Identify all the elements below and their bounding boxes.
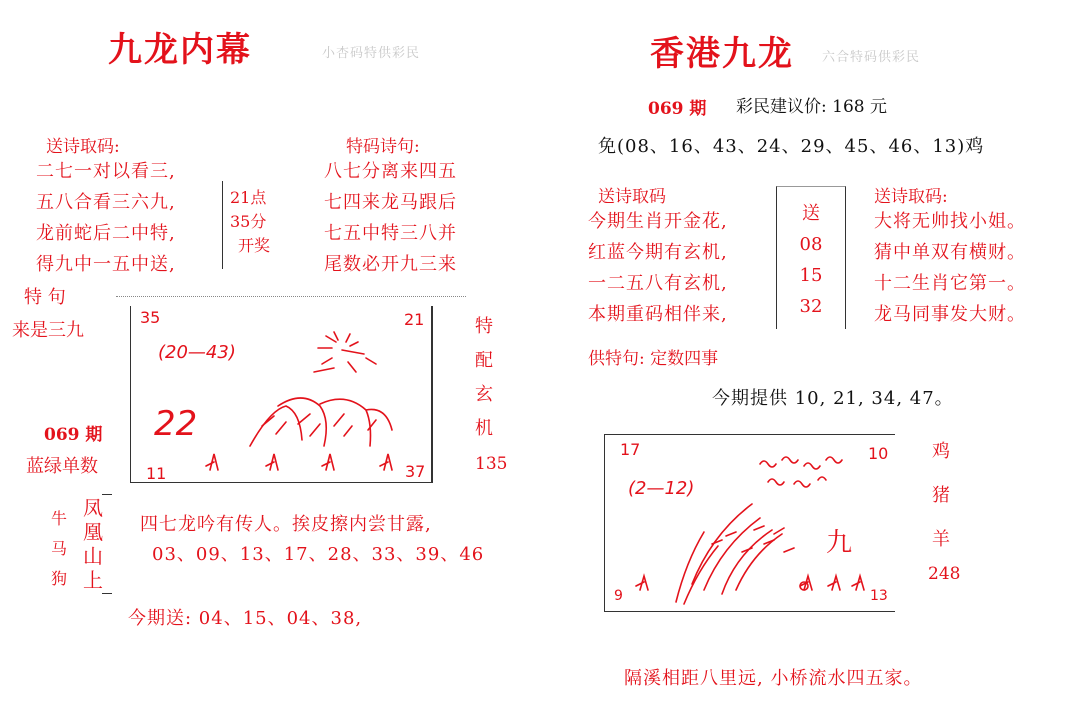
animal-label: 狗	[50, 569, 67, 588]
animals-list	[48, 504, 70, 594]
poem-line: 七五中特三八并	[324, 223, 457, 244]
time-draw: 开奖	[238, 236, 271, 255]
vertical-char: 配	[475, 350, 493, 371]
poem-line: 二七一对以看三,	[36, 161, 176, 182]
send-number: 32	[799, 296, 823, 317]
right-poem-right	[874, 206, 1026, 330]
color-hint: 蓝绿单数	[26, 456, 98, 477]
closing-verse: 隔溪相距八里远, 小桥流水四五家。	[624, 668, 923, 689]
time-box	[230, 186, 270, 258]
poem-line: 本期重码相伴来,	[588, 304, 728, 325]
right-subtitle: 六合特码供彩民	[822, 50, 921, 65]
drawing-corner-bl: 11	[146, 464, 167, 483]
send-label: 送	[802, 203, 820, 224]
right-issue: 069 期	[648, 99, 707, 119]
drawing-char: 九	[826, 528, 853, 558]
send-number: 08	[799, 234, 823, 255]
left-sketch	[130, 306, 430, 482]
special-heading: 特码诗句:	[346, 137, 420, 157]
drawing-corner-tr: 10	[868, 444, 889, 463]
left-title: 九龙内幕	[108, 30, 252, 70]
poem-line: 猜中单双有横财。	[874, 242, 1026, 263]
animal-label: 牛	[50, 509, 67, 528]
left-poem	[36, 156, 176, 280]
vertical-char: 机	[475, 418, 493, 439]
poem-line: 今期生肖开金花,	[588, 211, 728, 232]
vertical-char: 凰	[83, 520, 103, 544]
vertical-char: 特	[475, 316, 493, 337]
left-issue: 069 期	[44, 425, 103, 445]
vertical-char: 山	[83, 544, 103, 568]
left-subtitle: 小杏码特供彩民	[322, 46, 421, 61]
phoenix-bracket	[102, 494, 112, 594]
right-poem-heading-left: 送诗取码	[598, 187, 666, 207]
send-box	[786, 198, 836, 322]
price-text: 彩民建议价: 168 元	[736, 97, 887, 117]
poem-line: 大将无帅找小姐。	[874, 211, 1026, 232]
poem-line: 红蓝今期有玄机,	[588, 242, 728, 263]
drawing-corner-bl: 9	[614, 588, 623, 604]
poem-line: 龙马同事发大财。	[874, 304, 1026, 325]
right-poem-heading-right: 送诗取码:	[874, 187, 948, 207]
drawing-formula: (20—43)	[158, 342, 236, 363]
special-poem	[324, 156, 457, 280]
right-side-vertical	[930, 430, 952, 562]
left-poem-heading: 送诗取码:	[46, 137, 120, 157]
drawing-corner-tr: 21	[404, 310, 425, 329]
poem-line: 七四来龙马跟后	[324, 192, 457, 213]
drawing-big-number: 22	[154, 404, 198, 444]
right-today: 今期提供 10, 21, 34, 47。	[712, 388, 954, 409]
drawing-corner-br: 13	[870, 588, 888, 604]
vertical-char: 鸡	[932, 441, 950, 462]
left-side-vertical	[474, 310, 494, 446]
left-side-number: 135	[475, 454, 508, 474]
send-number: 15	[799, 265, 823, 286]
te-ju-label: 特 句	[24, 287, 66, 308]
right-sketch	[604, 434, 894, 610]
animal-label: 马	[50, 539, 67, 558]
right-poem-left	[588, 206, 728, 330]
special-verse: 供特句: 定数四事	[588, 349, 719, 369]
vertical-char: 羊	[932, 529, 950, 550]
exempt-line: 免(08、16、43、24、29、45、46、13)鸡	[598, 136, 985, 157]
left-numbers: 03、09、13、17、28、33、39、46	[152, 544, 485, 565]
vertical-char: 上	[83, 568, 103, 592]
time-hour: 21点	[230, 188, 267, 207]
left-verse: 四七龙吟有传人。挨皮擦内尝甘露,	[140, 514, 432, 535]
poem-line: 一二五八有玄机,	[588, 273, 728, 294]
drawing-corner-br: 37	[405, 462, 426, 481]
drawing-corner-tl: 17	[620, 440, 641, 459]
left-today: 今期送: 04、15、04、38,	[128, 608, 363, 629]
vertical-char: 玄	[475, 384, 493, 405]
poem-line: 尾数必开九三来	[324, 254, 457, 275]
drawing-corner-tl: 35	[140, 308, 161, 327]
poem-line: 十二生肖它第一。	[874, 273, 1026, 294]
poem-line: 五八合看三六九,	[36, 192, 176, 213]
poem-line: 得九中一五中送,	[36, 254, 176, 275]
vertical-char: 凤	[83, 496, 103, 520]
time-minute: 35分	[230, 212, 267, 231]
right-title: 香港九龙	[650, 34, 794, 74]
dotted-divider	[116, 296, 466, 297]
te-ju-answer: 来是三九	[12, 320, 84, 341]
poem-line: 八七分离来四五	[324, 161, 457, 182]
poem-line: 龙前蛇后二中特,	[36, 223, 176, 244]
right-side-number: 248	[928, 564, 961, 584]
vertical-char: 猪	[932, 485, 950, 506]
drawing-formula: (2—12)	[628, 478, 695, 499]
